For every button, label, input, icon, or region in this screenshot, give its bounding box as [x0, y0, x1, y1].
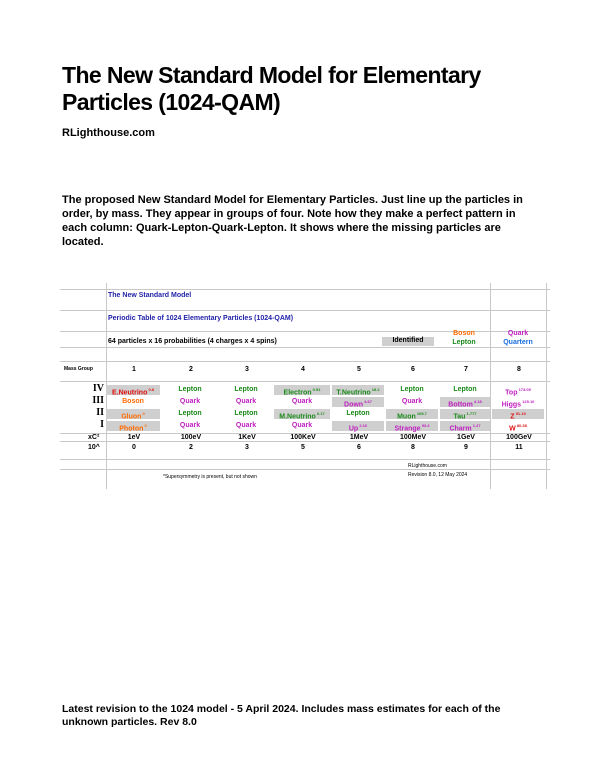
mass-group-8: 8 [517, 366, 521, 373]
particle-name: T.Neutrino [336, 389, 371, 397]
mass-group-7: 7 [464, 366, 468, 373]
particle-name: Higgs [501, 401, 522, 409]
energy-value: 100KeV [290, 434, 316, 441]
generation-label: II [96, 407, 104, 418]
particle-name: E.Neutrino [111, 389, 148, 397]
particle-cell [274, 385, 330, 395]
power-value: 2 [189, 444, 193, 451]
particle-cell [332, 409, 384, 419]
power-value: 0 [132, 444, 136, 451]
energy-value: 1KeV [238, 434, 256, 441]
particle-cell [440, 397, 490, 407]
power-value: 6 [357, 444, 361, 451]
particle-cell [492, 385, 544, 395]
particle-cell [332, 421, 384, 431]
mass-group-4: 4 [301, 366, 305, 373]
particle-cell [162, 421, 218, 431]
mass-group-2: 2 [189, 366, 193, 373]
particle-name: Quark [401, 398, 423, 405]
particle-mass: 4.18 [472, 399, 482, 404]
particle-name: Boson [122, 398, 144, 405]
page-title: The New Standard Model for Elementary Particles (1024-QAM) [62, 62, 481, 115]
site-name: RLighthouse.com [62, 127, 155, 139]
particle-cell [106, 421, 160, 431]
xc2-label: xC² [88, 434, 100, 441]
particle-name: Down [344, 401, 364, 409]
table-subtitle: 64 particles x 16 probabilities (4 charges x 4 spins) [108, 338, 277, 345]
mass-group-label: Mass Group [64, 366, 93, 372]
particle-cell [492, 397, 544, 407]
particle-mass: 1.27 [471, 423, 481, 428]
particle-cell [440, 385, 490, 395]
mass-group-6: 6 [411, 366, 415, 373]
energy-value: 1MeV [349, 434, 369, 441]
particle-cell [492, 409, 544, 419]
particle-cell [220, 397, 272, 407]
generation-label: III [92, 395, 104, 406]
power-value: 11 [515, 444, 523, 451]
particle-name: Strange [394, 425, 421, 433]
generation-label: I [100, 419, 104, 430]
particle-mass: 0.51 [311, 387, 321, 392]
quark-header: Quark [507, 330, 529, 337]
particle-name: Photon [119, 425, 144, 433]
power-label: 10^ [88, 444, 100, 451]
particle-cell [274, 409, 330, 419]
particle-name: M.Neutrino [279, 413, 316, 421]
particle-mass: 173.05 [517, 387, 531, 392]
particle-mass: 105.7 [415, 411, 427, 416]
particle-cell [274, 421, 330, 431]
particle-name: Lepton [453, 386, 477, 393]
particle-name: Lepton [234, 386, 258, 393]
particle-mass: 2.16 [358, 423, 368, 428]
energy-value: 100GeV [506, 434, 532, 441]
lepton-header: Lepton [452, 339, 476, 346]
credit-revision: Revision 8.0, 12 May 2024 [408, 472, 468, 478]
particle-mass: 80.38 [515, 423, 527, 428]
table-heading: The New Standard Model [108, 292, 192, 299]
particle-cell [440, 409, 490, 419]
particle-cell [386, 421, 438, 431]
particle-name: Quark [291, 398, 313, 405]
particle-name: Lepton [178, 386, 202, 393]
intro-paragraph: The proposed New Standard Model for Elementary Particles. Just line up the particles in order, by mass. They appear in groups of four. Note how they make a perfect pattern in each column: Quark-Lepton-Quark-Lepton. It shows where the missing particles are located. [62, 194, 523, 248]
particle-mass: 1.777 [465, 411, 477, 416]
particle-mass: 4.67 [363, 399, 372, 404]
table-subheading: Periodic Table of 1024 Elementary Particles (1024-QAM) [108, 315, 294, 322]
particle-mass: 0 [143, 423, 147, 428]
energy-value: 100eV [180, 434, 202, 441]
footer-note: Latest revision to the 1024 model - 5 April 2024. Includes mass estimates for each of the unknown particles. Rev 8.0 [62, 703, 501, 728]
particle-cell [106, 397, 160, 407]
particle-mass: 0.8 [147, 387, 155, 392]
particle-cell [274, 397, 330, 407]
particle-cell [106, 385, 160, 395]
particle-name: Tau [453, 413, 466, 421]
mass-group-5: 5 [357, 366, 361, 373]
particle-name: Electron [283, 389, 312, 397]
particle-name: Bottom [448, 401, 473, 409]
periodic-table-sheet [60, 283, 550, 489]
particle-mass: 0 [141, 411, 145, 416]
particle-cell [162, 397, 218, 407]
particle-cell [162, 409, 218, 419]
particle-cell [220, 385, 272, 395]
particle-cell [332, 397, 384, 407]
power-value: 5 [301, 444, 305, 451]
particle-name: Quark [235, 422, 257, 429]
energy-value: 100MeV [399, 434, 427, 441]
particle-name: Lepton [178, 410, 202, 417]
power-value: 9 [464, 444, 468, 451]
particle-name: Top [505, 389, 518, 397]
power-value: 8 [411, 444, 415, 451]
identified-legend: Identified [382, 337, 434, 346]
particle-name: Quark [291, 422, 313, 429]
particle-cell [106, 409, 160, 419]
particle-name: Quark [179, 422, 201, 429]
particle-mass: 0.17 [315, 411, 325, 416]
particle-cell [440, 421, 490, 431]
particle-name: Lepton [234, 410, 258, 417]
quartern-header: Quartern [503, 339, 533, 346]
particle-name: Quark [179, 398, 201, 405]
particle-name: Lepton [400, 386, 424, 393]
particle-cell [386, 385, 438, 395]
particle-cell [220, 409, 272, 419]
energy-value: 1GeV [457, 434, 475, 441]
supersymmetry-note: *Supersymmetry is present, but not shown [163, 474, 257, 480]
particle-name: Lepton [346, 410, 370, 417]
boson-header: Boson [453, 330, 475, 337]
particle-cell [492, 421, 544, 431]
particle-name: Up [348, 425, 359, 433]
particle-cell [386, 397, 438, 407]
particle-name: Muon [397, 413, 416, 421]
particle-name: Charm [449, 425, 472, 433]
power-value: 3 [245, 444, 249, 451]
particle-mass: 93.4 [420, 423, 430, 428]
particle-name: W [509, 425, 516, 433]
credit-site: RLighthouse.com [408, 463, 447, 469]
energy-value: 1eV [127, 434, 141, 441]
particle-cell [332, 385, 384, 395]
mass-group-3: 3 [245, 366, 249, 373]
generation-label: IV [92, 383, 104, 394]
particle-mass: 91.19 [514, 411, 526, 416]
particle-cell [220, 421, 272, 431]
particle-name: Quark [235, 398, 257, 405]
particle-cell [162, 385, 218, 395]
particle-cell [386, 409, 438, 419]
particle-name: Z [510, 413, 515, 421]
mass-group-1: 1 [132, 366, 136, 373]
particle-name: Gluon [121, 413, 142, 421]
particle-mass: 18.2 [370, 387, 380, 392]
particle-mass: 125.10 [521, 399, 535, 404]
